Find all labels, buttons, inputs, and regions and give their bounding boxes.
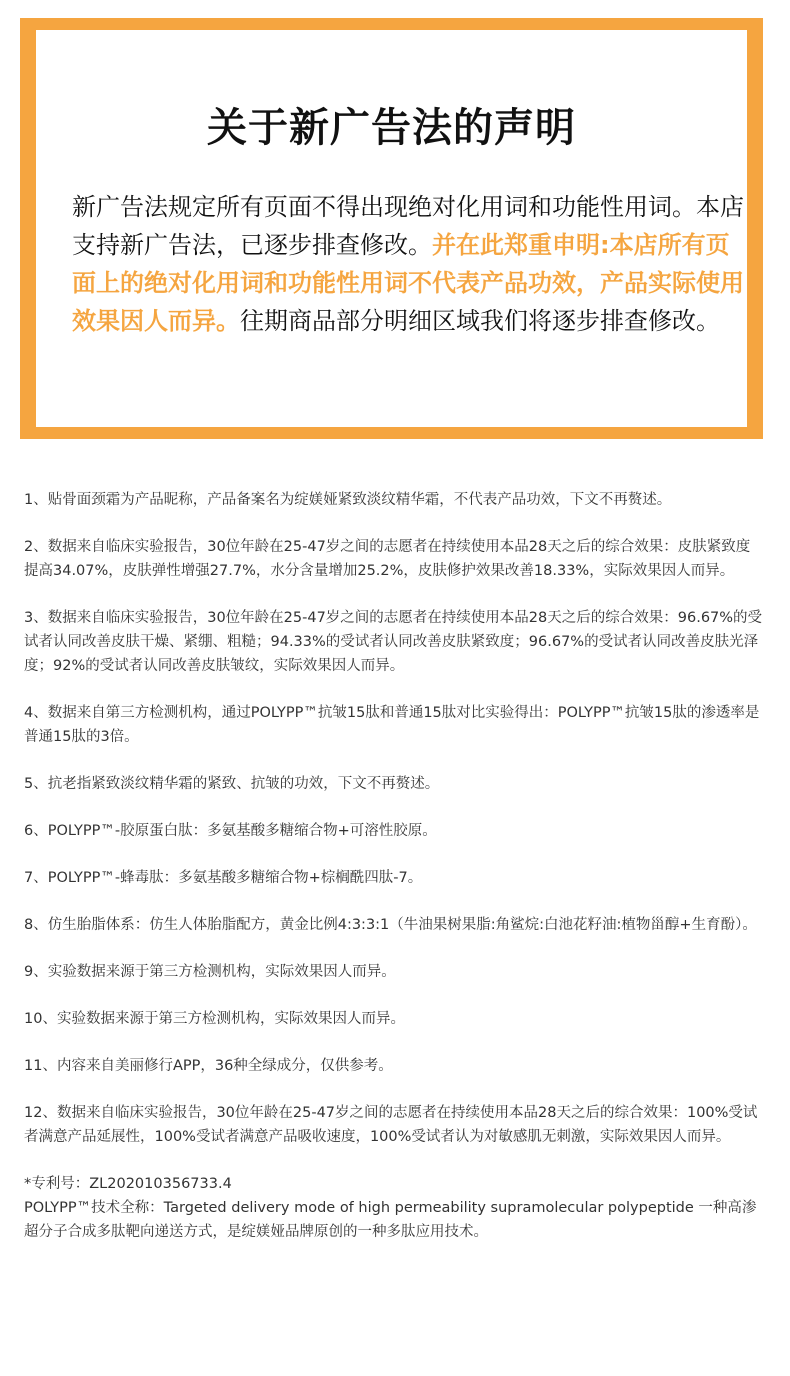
footnote-item: 10、实验数据来源于第三方检测机构，实际效果因人而异。: [24, 1011, 405, 1027]
footnote-item: 7、POLYPP™-蜂毒肽：多氨基酸多糖缩合物+棕榈酰四肽-7。: [24, 870, 423, 886]
notice-body-tail: 往期商品部分明细区域我们将逐步排查修改。: [240, 307, 720, 335]
footnote-item: 4、数据来自第三方检测机构，通过POLYPP™抗皱15肽和普通15肽对比实验得出：POLYPP™抗皱15肽的渗透率是普通15肽的3倍。: [24, 705, 760, 745]
notice-title: 关于新广告法的声明: [207, 105, 576, 151]
footnote-item: 11、内容来自美丽修行APP，36种全绿成分，仅供参考。: [24, 1058, 393, 1074]
patent-footer: [24, 1172, 764, 1244]
footnote-item: 9、实验数据来源于第三方检测机构，实际效果因人而异。: [24, 964, 396, 980]
footnote-item: 2、数据来自临床实验报告，30位年龄在25-47岁之间的志愿者在持续使用本品28天之后的综合效果：皮肤紧致度提高34.07%，皮肤弹性增强27.7%，水分含量增加25.2%，皮肤修护效果改善18.33%，实际效果因人而异。: [24, 539, 751, 579]
notice-panel: [36, 30, 747, 427]
notice-body-text: 新广告法规定所有页面不得出现绝对化用词和功能性用词。本店支持新广告法，已逐步排查修改。: [72, 193, 744, 259]
footnote-item: 5、抗老指紧致淡纹精华霜的紧致、抗皱的功效，下文不再赘述。: [24, 776, 440, 792]
notice-highlight-text: 并在此郑重申明:本店所有页面上的绝对化用词和功能性用词不代表产品功效，产品实际使用效果因人而异。: [72, 231, 744, 335]
tech-fullname: POLYPP™技术全称：Targeted delivery mode of high permeability supramolecular polypeptide 一种高渗超分子合成多肽靶向递送方式，是绽媄娅品牌原创的一种多肽应用技术。: [24, 1200, 757, 1240]
footnote-item: 8、仿生胎脂体系：仿生人体胎脂配方，黄金比例4:3:3:1（牛油果树果脂:角鲨烷:白池花籽油:植物甾醇+生育酚）。: [24, 917, 757, 933]
patent-number: *专利号：ZL202010356733.4: [24, 1176, 232, 1192]
footnote-item: 6、POLYPP™-胶原蛋白肽：多氨基酸多糖缩合物+可溶性胶原。: [24, 823, 437, 839]
footnote-item: 12、数据来自临床实验报告，30位年龄在25-47岁之间的志愿者在持续使用本品28天之后的综合效果：100%受试者满意产品延展性，100%受试者满意产品吸收速度，100%受试者认为对敏感肌无刺激，实际效果因人而异。: [24, 1105, 758, 1145]
footnote-item: 1、贴骨面颈霜为产品昵称，产品备案名为绽媄娅紧致淡纹精华霜，不代表产品功效，下文不再赘述。: [24, 492, 672, 508]
notice-body: [72, 188, 748, 340]
notice-frame: [20, 18, 763, 439]
footnote-item: 3、数据来自临床实验报告，30位年龄在25-47岁之间的志愿者在持续使用本品28天之后的综合效果：96.67%的受试者认同改善皮肤干燥、紧绷、粗糙；94.33%的受试者认同改善皮肤紧致度；96.67%的受试者认同改善皮肤光泽度；92%的受试者认同改善皮肤皱纹，实际效果因人而异。: [24, 610, 763, 674]
footnotes-section: [24, 488, 764, 1244]
